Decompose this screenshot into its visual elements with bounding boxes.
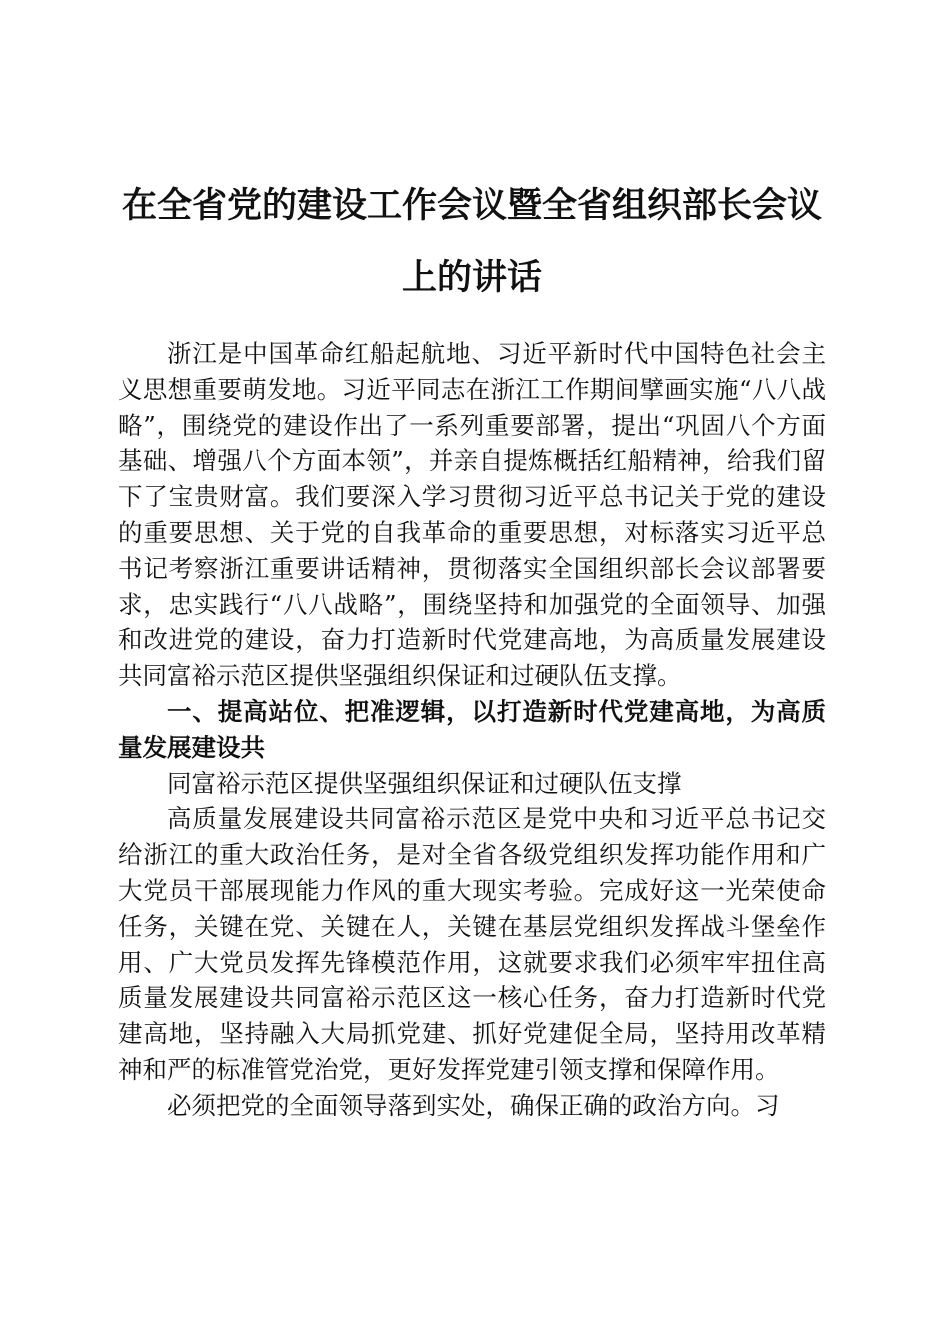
section-heading-1: 一、提高站位、把准逻辑，以打造新时代党建高地，为高质量发展建设共 bbox=[118, 696, 826, 762]
body-paragraph-3: 必须把党的全面领导落到实处，确保正确的政治方向。习 bbox=[167, 1090, 780, 1120]
document-page bbox=[118, 170, 826, 1124]
intro-paragraph: 浙江是中国革命红船起航地、习近平新时代中国特色社会主义思想重要萌发地。习近平同志在浙江工作期间擘画实施“八八战略”，围绕党的建设作出了一系列重要部署，提出“巩固八个方面基础、增强八个方面本领”，并亲自提炼概括红船精神，给我们留下了宝贵财富。我们要深入学习贯彻习近平总书记关于党的建设的重要思想、关于党的自我革命的重要思想，对标落实习近平总书记考察浙江重要讲话精神，贯彻落实全国组织部长会议部署要求，忠实践行“八八战略”，围绕坚持和加强党的全面领导、加强和改进党的建设，奋力打造新时代党建高地，为高质量发展建设共同富裕示范区提供坚强组织保证和过硬队伍支撑。 bbox=[118, 339, 826, 691]
body-paragraph-2: 高质量发展建设共同富裕示范区是党中央和习近平总书记交给浙江的重大政治任务，是对全省各级党组织发挥功能作用和广大党员干部展现能力作风的重大现实考验。完成好这一光荣使命任务，关键在党、关键在人，关键在基层党组织发挥战斗堡垒作用、广大党员发挥先锋模范作用，这就要求我们必须牢牢扭住高质量发展建设共同富裕示范区这一核心任务，奋力打造新时代党建高地，坚持融入大局抓党建、抓好党建促全局，坚持用改革精神和严的标准管党治党，更好发挥党建引领支撑和保障作用。 bbox=[118, 804, 826, 1084]
title-line-1: 在全省党的建设工作会议暨全省组织部长会议 bbox=[121, 186, 822, 226]
document-title bbox=[118, 170, 826, 314]
section-heading-1-continuation: 同富裕示范区提供坚强组织保证和过硬队伍支撑 bbox=[167, 768, 682, 798]
title-line-2: 上的讲话 bbox=[401, 258, 542, 298]
